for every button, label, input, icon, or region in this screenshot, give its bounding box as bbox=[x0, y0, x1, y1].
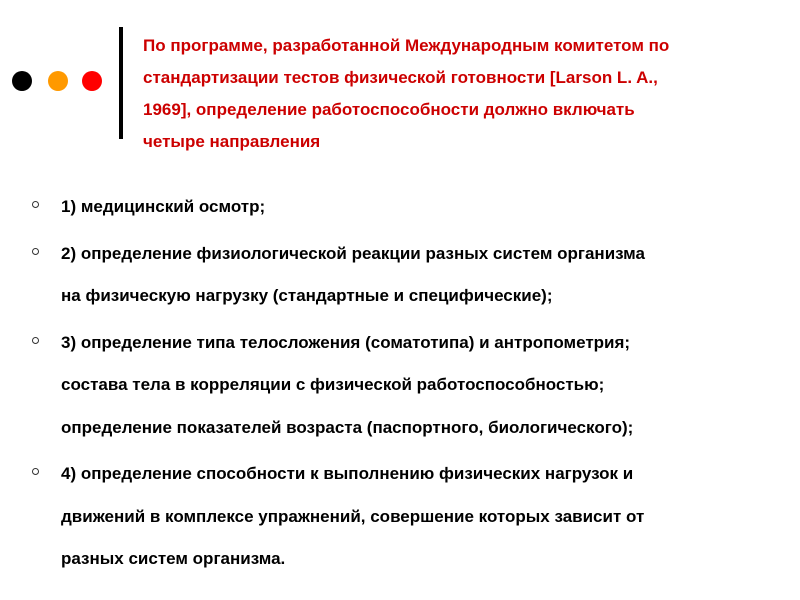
circle-bullet-icon bbox=[32, 201, 39, 208]
bullet-text: движений в комплексе упражнений, совершение которых зависит от bbox=[61, 506, 645, 526]
bullet-text: разных систем организма. bbox=[61, 549, 286, 568]
circle-bullet-icon bbox=[32, 248, 39, 255]
bullet-text: 2) определение физиологической реакции разных систем организма bbox=[61, 243, 645, 263]
list-item bbox=[32, 322, 772, 450]
list-item bbox=[32, 186, 772, 229]
circle-bullet-icon bbox=[32, 337, 39, 344]
list-item bbox=[32, 453, 772, 581]
title-line: четыре направления bbox=[143, 132, 321, 151]
title-line: 1969], определение работоспособности должно включать bbox=[143, 100, 635, 119]
orange-dot-icon bbox=[48, 71, 68, 91]
bullet-text: состава тела в корреляции с физической работоспособностью; bbox=[61, 375, 605, 394]
bullet-text: на физическую нагрузку (стандартные и специфические); bbox=[61, 286, 553, 305]
circle-bullet-icon bbox=[32, 468, 39, 475]
title-line: стандартизации тестов физической готовности [Larson L. A., bbox=[143, 68, 658, 87]
list-item bbox=[32, 233, 772, 318]
bullet-text: 1) медицинский осмотр; bbox=[61, 197, 266, 216]
slide-title bbox=[143, 30, 773, 158]
bullet-text: 3) определение типа телосложения (соматотипа) и антропометрия; bbox=[61, 332, 631, 352]
title-line: По программе, разработанной Международным комитетом по bbox=[143, 36, 670, 55]
bullet-text: определение показателей возраста (паспортного, биологического); bbox=[61, 417, 634, 437]
black-dot-icon bbox=[12, 71, 32, 91]
decorative-dots bbox=[12, 71, 104, 93]
vertical-divider bbox=[119, 27, 123, 139]
bullet-text: 4) определение способности к выполнению физических нагрузок и bbox=[61, 464, 634, 483]
bullet-list bbox=[32, 186, 772, 585]
red-dot-icon bbox=[82, 71, 102, 91]
